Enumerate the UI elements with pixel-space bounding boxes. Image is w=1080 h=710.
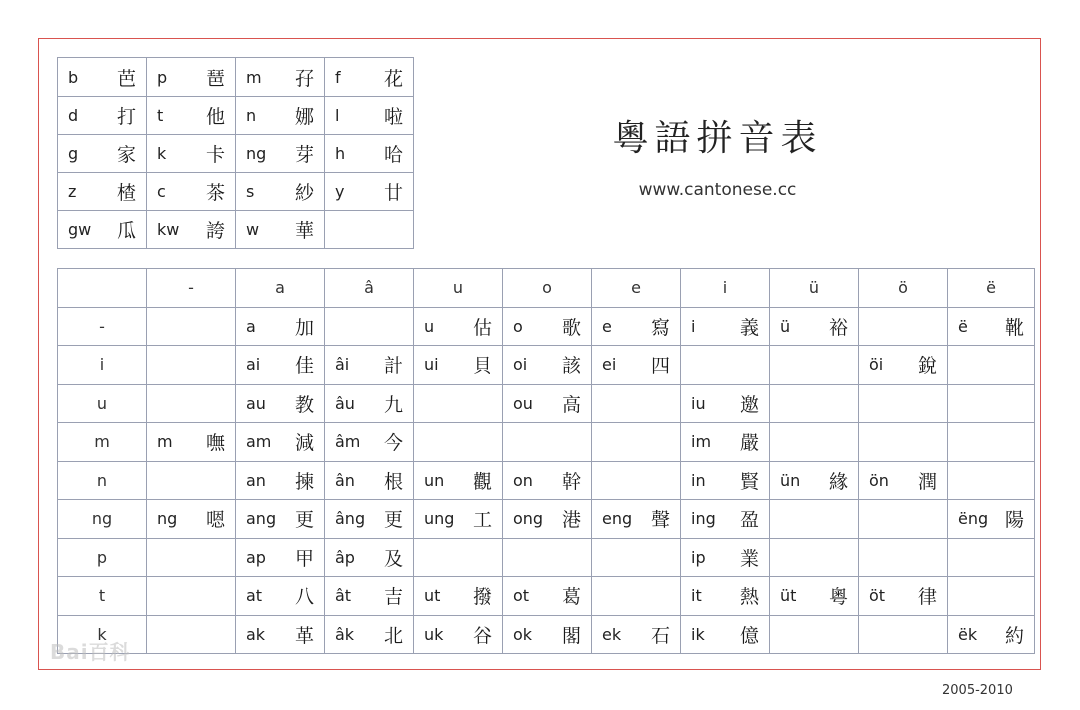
empty-cell (859, 307, 948, 346)
finals-row (58, 346, 1035, 385)
character: 誇 (205, 220, 225, 242)
character: 他 (205, 106, 225, 128)
character: 嘸 (205, 432, 225, 455)
character: 楂 (116, 182, 136, 204)
character: 及 (383, 547, 403, 570)
final-cell (236, 500, 325, 539)
final-cell (325, 461, 414, 500)
column-header: o (503, 269, 592, 308)
character: 北 (383, 624, 403, 647)
row-header: - (58, 307, 147, 346)
character: 八 (294, 586, 314, 609)
final-cell (325, 577, 414, 616)
initials-row (58, 58, 414, 97)
romanization: n (246, 106, 257, 125)
finals-header-row (58, 269, 1035, 308)
empty-cell (592, 384, 681, 423)
final-cell (147, 500, 236, 539)
romanization: ng (246, 144, 267, 163)
empty-cell (592, 577, 681, 616)
romanization: üt (780, 586, 797, 606)
final-cell (503, 346, 592, 385)
romanization: uk (424, 624, 444, 644)
character: 聲 (650, 509, 670, 532)
empty-cell (147, 577, 236, 616)
initial-cell (236, 173, 325, 211)
initial-cell (58, 58, 147, 97)
empty-cell (592, 461, 681, 500)
finals-row (58, 615, 1035, 654)
character: 芽 (294, 144, 314, 166)
romanization: âng (335, 509, 366, 529)
final-cell (325, 615, 414, 654)
column-header: ö (859, 269, 948, 308)
column-header: â (325, 269, 414, 308)
empty-cell (414, 538, 503, 577)
empty-cell (948, 461, 1035, 500)
finals-row (58, 500, 1035, 539)
romanization: g (68, 144, 79, 163)
final-cell (414, 577, 503, 616)
row-header: t (58, 577, 147, 616)
romanization: ing (691, 509, 716, 529)
romanization: it (691, 586, 702, 606)
site-url: www.cantonese.cc (638, 180, 797, 200)
final-cell (236, 423, 325, 462)
initial-cell (58, 211, 147, 249)
final-cell (236, 307, 325, 346)
row-header: p (58, 538, 147, 577)
column-header: e (592, 269, 681, 308)
character: 高 (561, 393, 581, 416)
romanization: h (335, 144, 346, 163)
romanization: in (691, 470, 706, 490)
final-cell (236, 538, 325, 577)
final-cell (503, 384, 592, 423)
empty-cell (414, 423, 503, 462)
romanization: gw (68, 220, 92, 239)
initial-cell (147, 135, 236, 173)
row-header: i (58, 346, 147, 385)
character: 瓜 (116, 220, 136, 242)
final-cell (592, 346, 681, 385)
character: 谷 (472, 624, 492, 647)
final-cell (414, 500, 503, 539)
romanization: b (68, 67, 79, 87)
character: 邀 (739, 393, 759, 416)
column-header: a (236, 269, 325, 308)
character: 律 (917, 586, 937, 609)
character: 加 (294, 316, 314, 339)
character: 閣 (561, 624, 581, 647)
character: 佳 (294, 355, 314, 378)
romanization: un (424, 470, 445, 490)
initial-cell (325, 135, 414, 173)
character: 九 (383, 393, 403, 416)
romanization: m (157, 432, 173, 452)
final-cell (859, 461, 948, 500)
romanization: ip (691, 547, 706, 567)
character: 潤 (917, 470, 937, 493)
romanization: ön (869, 470, 889, 490)
romanization: at (246, 586, 263, 606)
romanization: ei (602, 355, 617, 375)
empty-cell (414, 384, 503, 423)
empty-cell (770, 538, 859, 577)
initial-cell (147, 211, 236, 249)
romanization: ân (335, 470, 355, 490)
romanization: öi (869, 355, 884, 375)
final-cell (414, 615, 503, 654)
row-header: m (58, 423, 147, 462)
initials-table (57, 57, 414, 249)
character: 琶 (205, 67, 225, 90)
row-header: n (58, 461, 147, 500)
column-header: ü (770, 269, 859, 308)
character: 幹 (561, 470, 581, 493)
romanization: ëng (958, 509, 989, 529)
romanization: on (513, 470, 533, 490)
column-header: - (147, 269, 236, 308)
romanization: ot (513, 586, 530, 606)
empty-cell (147, 346, 236, 385)
final-cell (503, 307, 592, 346)
character: 計 (383, 355, 403, 378)
character: 更 (383, 509, 403, 532)
character: 億 (739, 624, 759, 647)
empty-cell (147, 615, 236, 654)
character: 寫 (650, 316, 670, 339)
character: 港 (561, 509, 581, 532)
finals-row (58, 538, 1035, 577)
romanization: w (246, 220, 260, 239)
empty-cell (948, 577, 1035, 616)
character: 花 (383, 67, 403, 90)
empty-cell (503, 538, 592, 577)
empty-cell (770, 423, 859, 462)
romanization: u (424, 316, 435, 336)
page-title: 粵語拼音表 (612, 118, 823, 159)
empty-cell (147, 538, 236, 577)
column-header: u (414, 269, 503, 308)
initial-cell (236, 97, 325, 135)
character: 工 (472, 509, 492, 532)
character: 觀 (472, 470, 492, 493)
final-cell (681, 500, 770, 539)
character: 葛 (561, 586, 581, 609)
empty-cell (147, 384, 236, 423)
romanization: f (335, 67, 341, 87)
final-cell (592, 615, 681, 654)
empty-cell (770, 500, 859, 539)
empty-cell (770, 615, 859, 654)
row-header: k (58, 615, 147, 654)
romanization: e (602, 316, 612, 336)
final-cell (592, 500, 681, 539)
final-cell (414, 461, 503, 500)
initial-cell (325, 58, 414, 97)
character: 更 (294, 509, 314, 532)
final-cell (948, 500, 1035, 539)
romanization: âm (335, 432, 361, 452)
romanization: m (246, 67, 262, 87)
finals-row (58, 384, 1035, 423)
finals-row (58, 307, 1035, 346)
initial-cell (236, 58, 325, 97)
romanization: p (157, 67, 168, 87)
romanization: a (246, 316, 256, 336)
character: 吉 (383, 586, 403, 609)
initial-cell (147, 173, 236, 211)
character: 家 (116, 144, 136, 166)
romanization: ëk (958, 624, 978, 644)
character: 裕 (828, 316, 848, 339)
row-header: u (58, 384, 147, 423)
finals-table (57, 268, 1035, 654)
romanization: eng (602, 509, 633, 529)
character: 啦 (383, 106, 403, 128)
romanization: k (157, 144, 167, 163)
finals-row (58, 577, 1035, 616)
character: 撥 (472, 586, 492, 609)
romanization: am (246, 432, 272, 452)
character: 教 (294, 393, 314, 416)
initial-cell (325, 173, 414, 211)
character: 哈 (383, 144, 403, 166)
final-cell (948, 615, 1035, 654)
initial-cell (58, 173, 147, 211)
final-cell (859, 577, 948, 616)
romanization: au (246, 393, 266, 413)
character: 估 (472, 316, 492, 339)
character: 揀 (294, 470, 314, 493)
romanization: ap (246, 547, 266, 567)
initial-cell (58, 135, 147, 173)
character: 減 (294, 432, 314, 455)
character: 芭 (116, 67, 136, 90)
character: 歌 (561, 316, 581, 339)
romanization: oi (513, 355, 528, 375)
character: 陽 (1004, 509, 1024, 532)
final-cell (948, 307, 1035, 346)
final-cell (681, 577, 770, 616)
initials-row (58, 135, 414, 173)
empty-cell (859, 615, 948, 654)
final-cell (592, 307, 681, 346)
romanization: d (68, 106, 79, 125)
final-cell (681, 384, 770, 423)
empty-cell (147, 461, 236, 500)
final-cell (236, 615, 325, 654)
romanization: z (68, 182, 77, 201)
empty-cell (859, 500, 948, 539)
romanization: o (513, 316, 523, 336)
final-cell (770, 577, 859, 616)
character: 熱 (739, 586, 759, 609)
romanization: âu (335, 393, 355, 413)
character: 卡 (205, 144, 225, 166)
finals-row (58, 461, 1035, 500)
empty-cell (592, 423, 681, 462)
final-cell (503, 500, 592, 539)
final-cell (325, 384, 414, 423)
final-cell (414, 307, 503, 346)
romanization: âk (335, 624, 355, 644)
character: 義 (739, 316, 759, 339)
romanization: ung (424, 509, 455, 529)
character: 根 (383, 470, 403, 493)
final-cell (325, 500, 414, 539)
romanization: y (335, 182, 345, 201)
final-cell (147, 423, 236, 462)
romanization: ong (513, 509, 544, 529)
watermark: Bai百科 (50, 640, 131, 664)
character: 甲 (294, 547, 314, 570)
romanization: âp (335, 547, 355, 567)
final-cell (236, 384, 325, 423)
initials-row (58, 97, 414, 135)
romanization: c (157, 182, 166, 201)
romanization: iu (691, 393, 706, 413)
romanization: ün (780, 470, 801, 490)
character: 該 (561, 355, 581, 378)
character: 茶 (205, 182, 225, 204)
romanization: l (335, 106, 340, 125)
final-cell (681, 461, 770, 500)
final-cell (325, 538, 414, 577)
final-cell (325, 423, 414, 462)
final-cell (681, 423, 770, 462)
empty-cell (325, 307, 414, 346)
final-cell (236, 346, 325, 385)
character: 業 (739, 547, 759, 570)
character: 賢 (739, 470, 759, 493)
finals-row (58, 423, 1035, 462)
romanization: ng (157, 509, 178, 529)
empty-cell (948, 346, 1035, 385)
character: 廿 (383, 182, 403, 204)
final-cell (236, 577, 325, 616)
character: 約 (1004, 624, 1024, 647)
character: 今 (383, 432, 403, 455)
romanization: ek (602, 624, 622, 644)
romanization: ou (513, 393, 533, 413)
romanization: ât (335, 586, 352, 606)
romanization: kw (157, 220, 180, 239)
final-cell (503, 615, 592, 654)
romanization: t (157, 106, 164, 125)
character: 革 (294, 624, 314, 647)
romanization: im (691, 432, 712, 452)
final-cell (681, 615, 770, 654)
row-header: ng (58, 500, 147, 539)
romanization: an (246, 470, 266, 490)
romanization: ui (424, 355, 439, 375)
column-header: ë (948, 269, 1035, 308)
character: 娜 (294, 106, 314, 128)
character: 嗯 (205, 509, 225, 532)
character: 紗 (294, 182, 314, 204)
column-header: i (681, 269, 770, 308)
character: 緣 (828, 470, 848, 493)
character: 貝 (472, 355, 492, 378)
character: 粵 (828, 586, 848, 609)
initial-cell (236, 135, 325, 173)
final-cell (503, 577, 592, 616)
final-cell (859, 346, 948, 385)
romanization: ü (780, 316, 791, 336)
final-cell (770, 307, 859, 346)
initials-row (58, 211, 414, 249)
empty-cell (948, 423, 1035, 462)
empty-cell (948, 384, 1035, 423)
initial-cell (147, 97, 236, 135)
final-cell (325, 346, 414, 385)
empty-cell (948, 538, 1035, 577)
initials-row (58, 173, 414, 211)
empty-cell (770, 384, 859, 423)
character: 打 (116, 106, 136, 128)
romanization: ang (246, 509, 277, 529)
initial-cell (147, 58, 236, 97)
final-cell (503, 461, 592, 500)
romanization: i (691, 316, 696, 336)
empty-cell (147, 307, 236, 346)
empty-cell (592, 538, 681, 577)
romanization: ok (513, 624, 533, 644)
initial-cell (325, 97, 414, 135)
character: 靴 (1004, 316, 1024, 339)
final-cell (414, 346, 503, 385)
character: 銳 (917, 355, 937, 378)
empty-cell (859, 384, 948, 423)
character: 華 (294, 220, 314, 242)
initial-cell (325, 211, 414, 249)
initial-cell (236, 211, 325, 249)
empty-cell (859, 423, 948, 462)
final-cell (770, 461, 859, 500)
character: 盈 (739, 509, 759, 532)
character: 嚴 (739, 432, 759, 455)
column-header (58, 269, 147, 308)
romanization: ak (246, 624, 266, 644)
character: 四 (650, 355, 670, 378)
empty-cell (859, 538, 948, 577)
romanization: s (246, 182, 255, 201)
character: 石 (650, 624, 670, 647)
final-cell (681, 538, 770, 577)
romanization: öt (869, 586, 886, 606)
romanization: ë (958, 316, 968, 336)
romanization: ik (691, 624, 705, 644)
character: 孖 (294, 67, 314, 90)
romanization: âi (335, 355, 350, 375)
romanization: ai (246, 355, 261, 375)
year-range: 2005-2010 (942, 683, 1013, 698)
initial-cell (58, 97, 147, 135)
final-cell (236, 461, 325, 500)
romanization: ut (424, 586, 441, 606)
empty-cell (503, 423, 592, 462)
final-cell (681, 307, 770, 346)
empty-cell (770, 346, 859, 385)
empty-cell (681, 346, 770, 385)
